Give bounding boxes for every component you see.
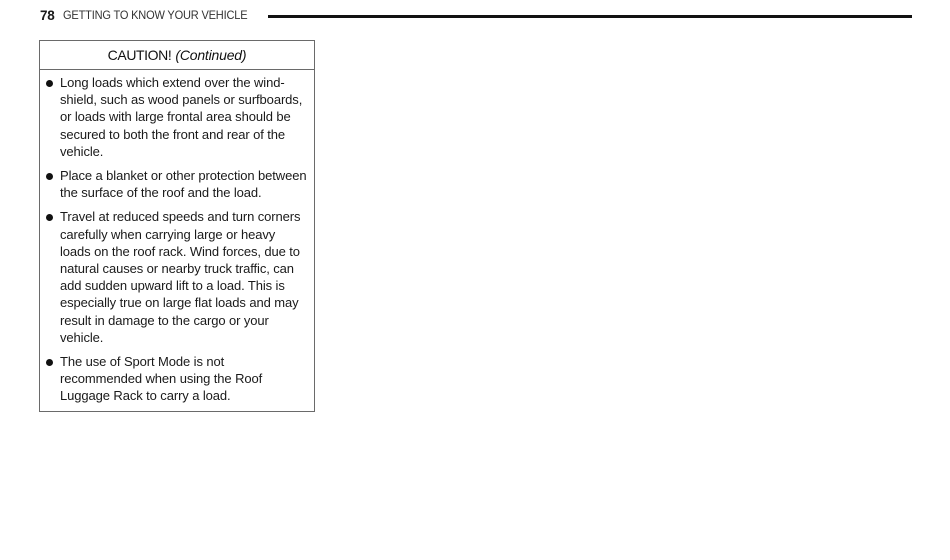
caution-item [46,353,308,405]
caution-item-text: The use of Sport Mode is not recommended when using the Roof Luggage Rack to carry a load. [60,354,263,404]
caution-item-text: Travel at reduced speeds and turn corners carefully when carrying large or heavy loads on the roof rack. Wind forces, due to natural causes or nearby truck traffic, can add sudden upward lift to a load. This is especially true on large flat loads and may result in damage to the cargo or your vehicle. [60,209,301,345]
caution-item-text: Long loads which extend over the wind-shield, such as wood panels or surfboards, or loads with large frontal area should be secured to both the front and rear of the vehicle. [60,75,303,159]
page-number: 78 [40,7,55,23]
caution-heading [40,41,314,70]
section-title: GETTING TO KNOW YOUR VEHICLE [62,8,248,22]
caution-continued: (Continued) [175,47,247,63]
bullet-icon [46,80,53,87]
caution-item [46,167,308,201]
bullet-icon [46,359,53,366]
bullet-icon [46,214,53,221]
header-rule [268,15,912,18]
caution-item [46,208,308,346]
caution-list [40,70,314,411]
caution-item-text: Place a blanket or other protection between the surface of the roof and the load. [60,168,307,201]
bullet-icon [46,173,53,180]
caution-box [39,40,315,412]
page-header [40,6,912,24]
caution-item [46,74,308,160]
caution-label: CAUTION! [107,47,172,63]
